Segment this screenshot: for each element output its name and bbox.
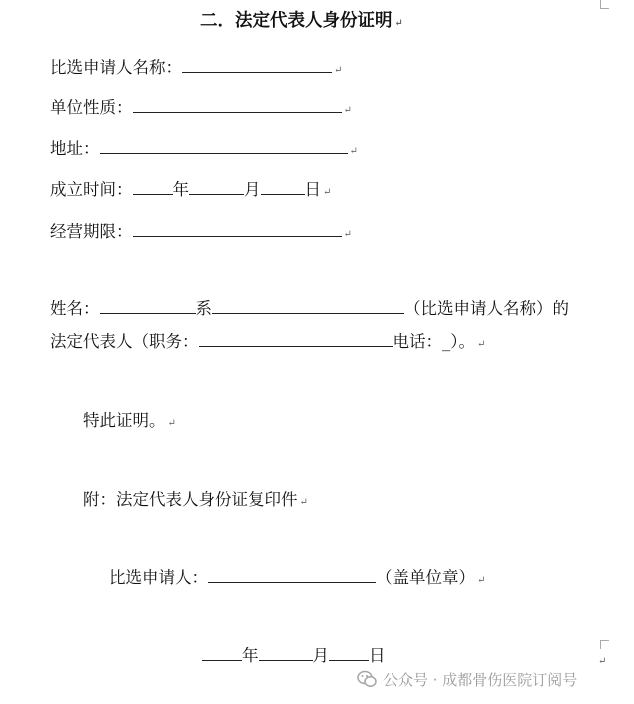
day-blank[interactable] bbox=[261, 180, 305, 195]
certify-row bbox=[83, 411, 176, 434]
month-blank[interactable] bbox=[189, 180, 244, 195]
phone-tail: _）。 bbox=[442, 332, 475, 351]
title-text: 二．法定代表人身份证明 bbox=[200, 11, 393, 31]
watermark-text: 公众号 · 成都骨伤医院订阅号 bbox=[383, 670, 578, 689]
sign-month-blank[interactable] bbox=[259, 646, 313, 661]
applicant-sign-blank[interactable] bbox=[208, 568, 376, 583]
sign-day-label: 日 bbox=[369, 646, 386, 665]
position-blank[interactable] bbox=[199, 332, 393, 347]
year-blank[interactable] bbox=[133, 180, 173, 195]
paragraph-mark-icon: ↵ bbox=[334, 65, 343, 76]
paragraph-mark-icon: ↵ bbox=[477, 339, 486, 350]
applicant-sign-row bbox=[109, 568, 485, 591]
phone-label: 电话： bbox=[392, 332, 442, 351]
name-blank[interactable] bbox=[100, 299, 196, 314]
corner-mark-icon bbox=[600, 0, 609, 9]
legal-rep-prefix: 法定代表人（职务： bbox=[50, 332, 199, 351]
sign-year-label: 年 bbox=[242, 646, 259, 665]
year-label: 年 bbox=[172, 180, 189, 199]
document-title bbox=[200, 11, 403, 34]
paragraph-mark-icon: ↵ bbox=[343, 105, 352, 116]
unit-nature-row bbox=[50, 98, 352, 121]
statement-line-2 bbox=[50, 332, 485, 355]
unit-nature-label: 单位性质： bbox=[50, 98, 133, 117]
attachment-text: 附：法定代表人身份证复印件 bbox=[83, 490, 298, 509]
applicant-name-row bbox=[50, 58, 342, 81]
watermark bbox=[357, 668, 577, 690]
paragraph-mark-icon: ↵ bbox=[299, 497, 308, 508]
business-term-row bbox=[50, 222, 352, 245]
corner-mark-icon bbox=[600, 640, 609, 649]
attachment-row bbox=[83, 490, 308, 513]
wechat-logo-icon bbox=[357, 670, 377, 688]
day-label: 日 bbox=[304, 180, 321, 199]
unit-nature-blank[interactable] bbox=[133, 98, 342, 113]
paragraph-mark-icon: ↵ bbox=[477, 575, 486, 586]
established-row bbox=[50, 180, 331, 203]
applicant-sign-label: 比选申请人： bbox=[109, 568, 208, 587]
paragraph-mark-icon: ↵ bbox=[394, 18, 403, 29]
applicant-blank[interactable] bbox=[212, 299, 404, 314]
address-row bbox=[50, 139, 358, 162]
business-term-label: 经营期限： bbox=[50, 222, 133, 241]
month-label: 月 bbox=[244, 180, 261, 199]
xi-text: 系 bbox=[195, 299, 212, 318]
paragraph-mark-icon: ↵ bbox=[323, 187, 332, 198]
business-term-blank[interactable] bbox=[133, 222, 342, 237]
statement-line-1 bbox=[50, 299, 569, 319]
sign-year-blank[interactable] bbox=[202, 646, 242, 661]
name-label: 姓名： bbox=[50, 299, 100, 318]
paragraph-mark-icon: ↵ bbox=[598, 656, 607, 667]
paragraph-mark-icon: ↵ bbox=[167, 418, 176, 429]
sign-month-label: 月 bbox=[312, 646, 329, 665]
applicant-name-label: 比选申请人名称： bbox=[50, 58, 182, 77]
paragraph-mark-icon: ↵ bbox=[349, 146, 358, 157]
sign-date-row bbox=[202, 646, 386, 666]
established-label: 成立时间： bbox=[50, 180, 133, 199]
seal-note: （盖单位章） bbox=[376, 568, 475, 587]
paragraph-mark-icon: ↵ bbox=[343, 229, 352, 240]
applicant-name-blank[interactable] bbox=[182, 58, 332, 73]
sign-day-blank[interactable] bbox=[329, 646, 369, 661]
address-label: 地址： bbox=[50, 139, 100, 158]
applicant-paren-text: （比选申请人名称）的 bbox=[404, 299, 569, 318]
certify-text: 特此证明。 bbox=[83, 411, 166, 430]
address-blank[interactable] bbox=[100, 139, 348, 154]
